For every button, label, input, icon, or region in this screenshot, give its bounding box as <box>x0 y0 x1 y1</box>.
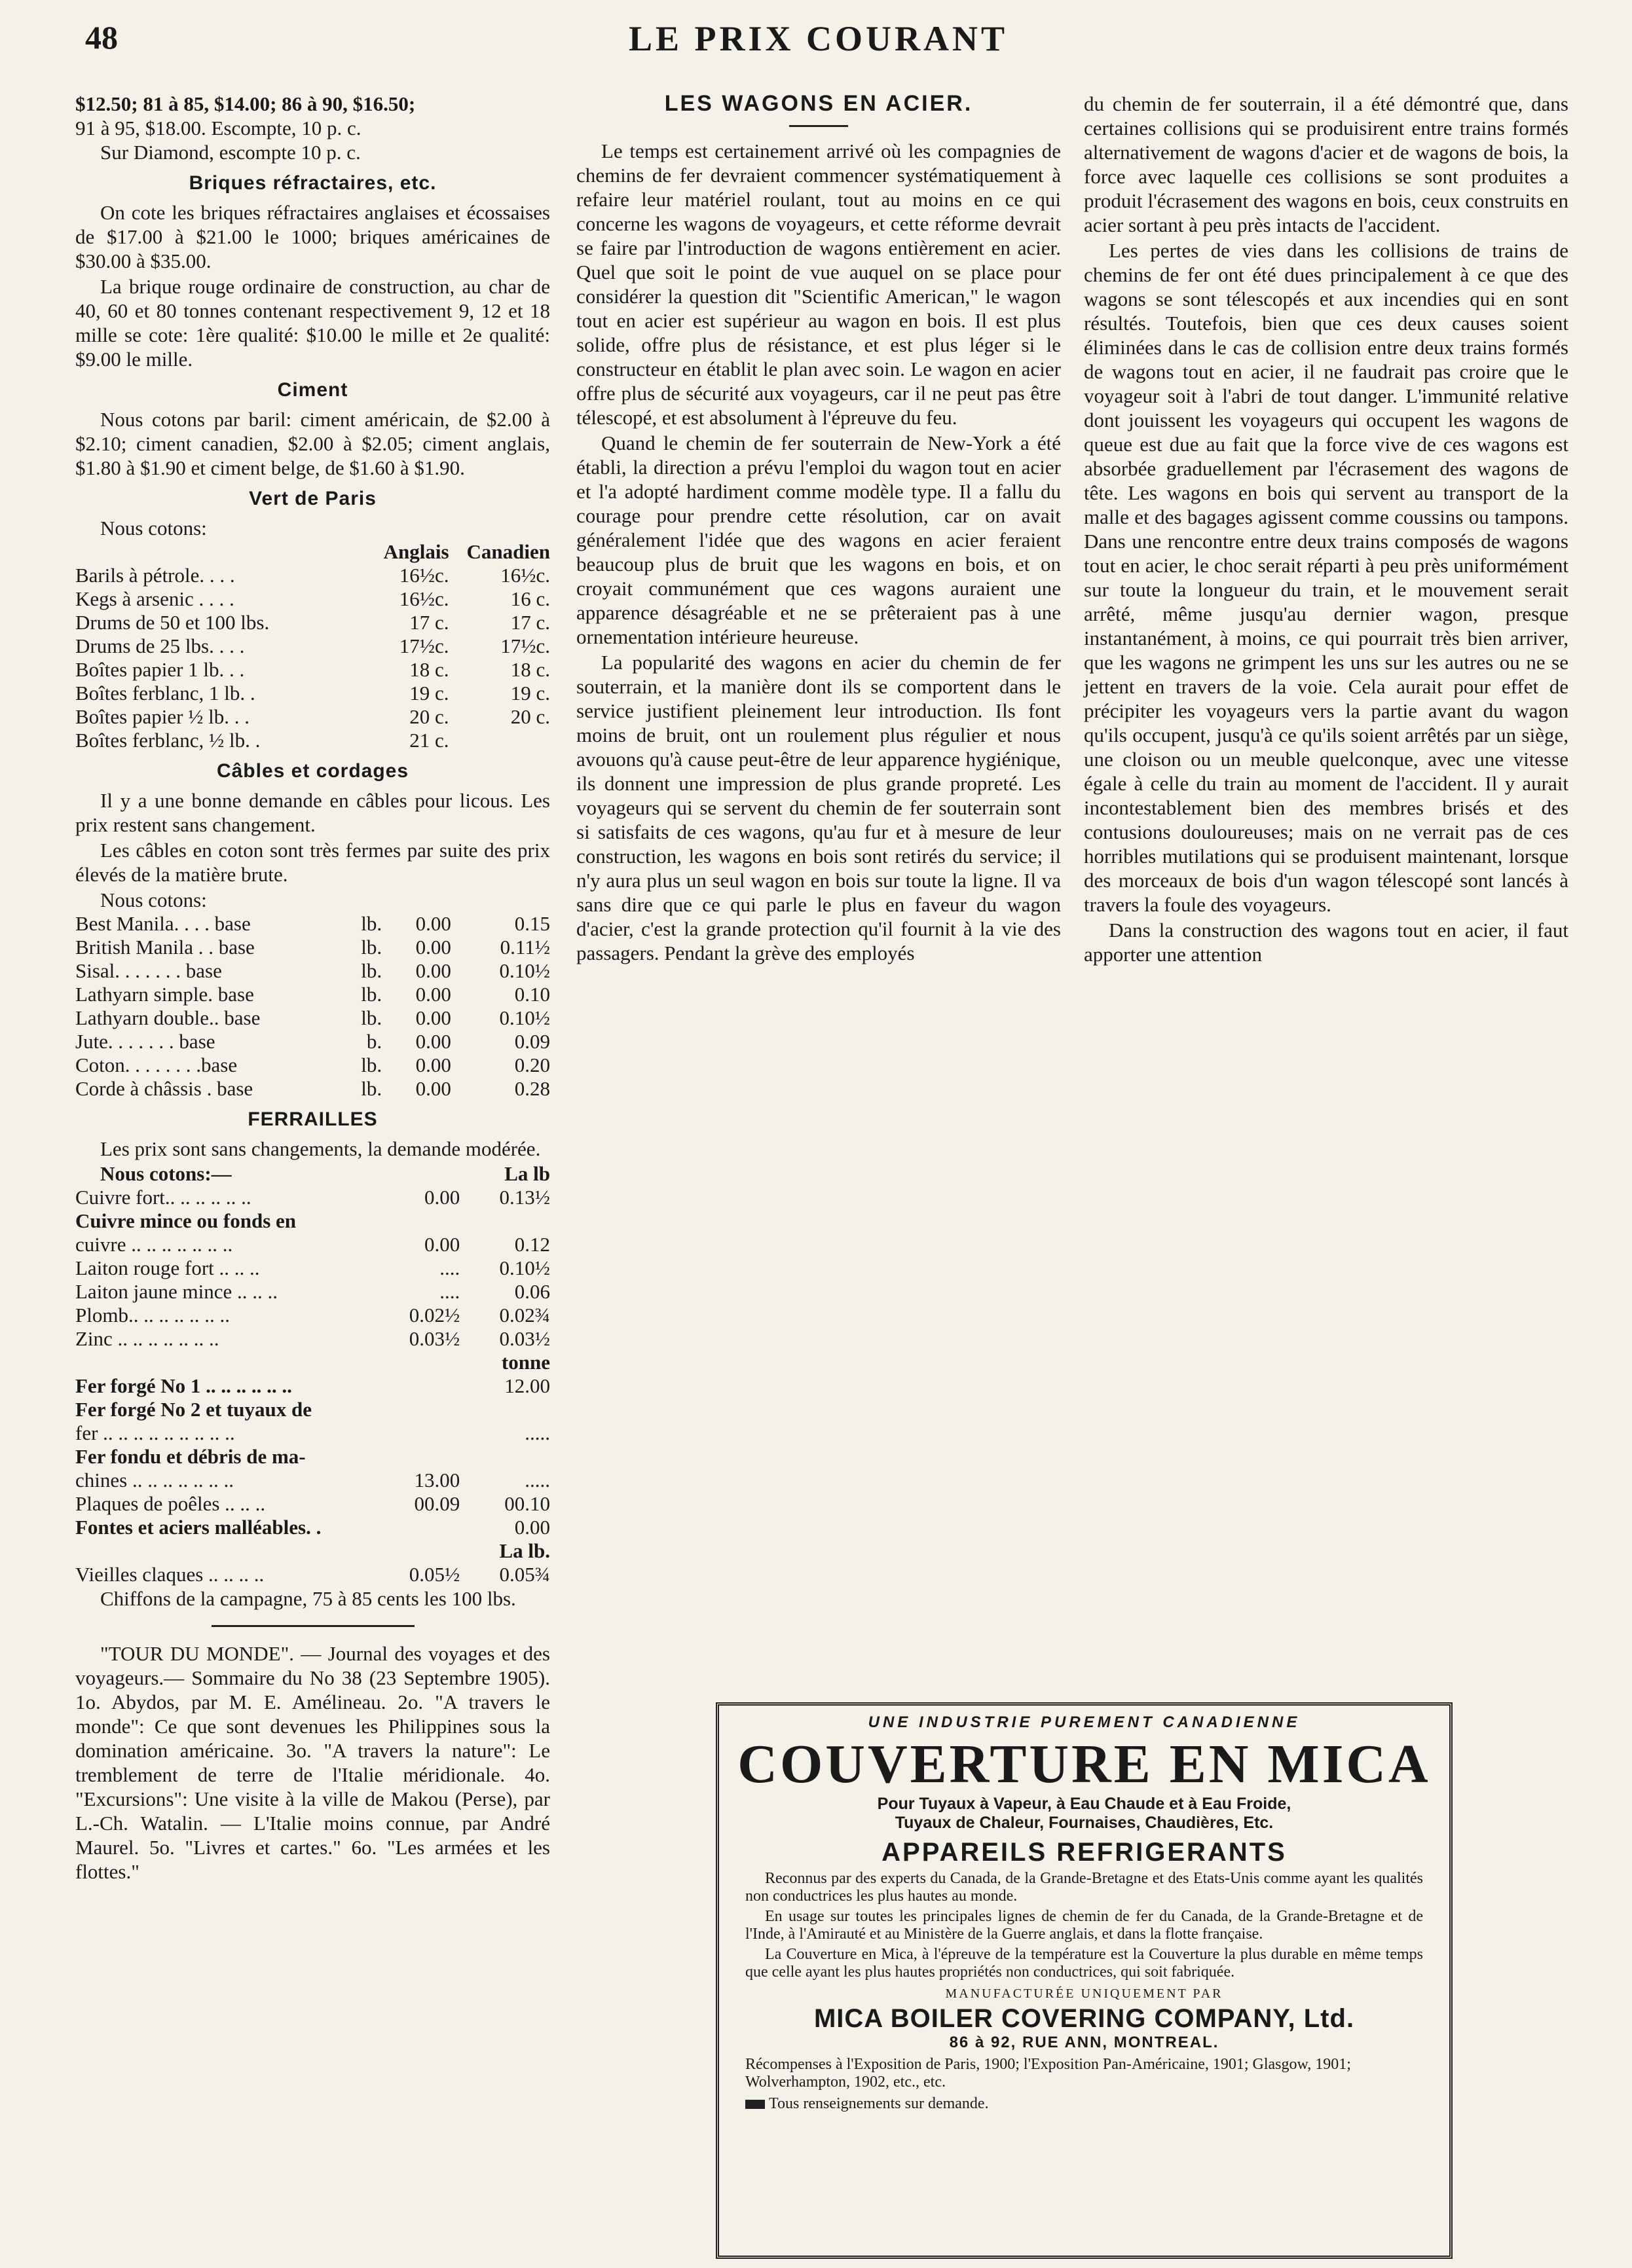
cables-row-a: 0.00 <box>415 1053 451 1076</box>
ad-subtitle-1: Pour Tuyaux à Vapeur, à Eau Chaude et à Eau Froide, <box>877 1795 1291 1813</box>
vert-row <box>75 634 550 658</box>
ad-info-line <box>745 2095 1423 2113</box>
cables-row-b: 0.10 <box>514 983 550 1006</box>
ferrailles-row-b <box>460 1398 550 1421</box>
cables-row <box>75 1030 550 1053</box>
ferrailles-row-b: 0.03½ <box>499 1327 550 1350</box>
vert-row <box>75 587 550 611</box>
cables-row-a: 0.00 <box>415 1077 451 1100</box>
vert-row-b: 18 c. <box>510 658 550 681</box>
ad-title: COUVERTURE EN MICA <box>737 1734 1431 1795</box>
ad-company: MICA BOILER COVERING COMPANY, Ltd. <box>813 2004 1355 2033</box>
ferrailles-row-b: 00.10 <box>504 1492 550 1515</box>
article-paragraph: Quand le chemin de fer souterrain de New-York a été établi, la direction a prévu l'emploi du wagon tout en acier et l'a adopté hardiment comme modèle type. Il a fallu du courage pour prendre cette résolution, car on avait généralement l'idée que des wagons en acier feraient beaucoup plus de bruit que les wagons en bois, et on croyait communément que ces wagons auraient une apparence désagréable et ne se prêteraient pas à une ornementation intérieure heureuse. <box>576 431 1061 648</box>
page-header <box>0 14 1632 67</box>
cables-row-a: 0.00 <box>415 912 451 935</box>
ferrailles-row-a: 0.03½ <box>409 1327 460 1350</box>
cables-row-item: Lathyarn simple. base <box>75 983 254 1006</box>
ferrailles-row-item: Laiton jaune mince .. .. .. <box>75 1280 278 1303</box>
ferrailles-row-a: 13.00 <box>414 1469 460 1491</box>
cables-row-b: 0.20 <box>514 1053 550 1076</box>
heading-rule <box>789 125 848 127</box>
ferrailles-table <box>75 1162 550 1586</box>
cables-row <box>75 936 550 959</box>
cables-row <box>75 1077 550 1101</box>
ferrailles-row-a: 0.02½ <box>409 1304 460 1326</box>
vert-row <box>75 705 550 729</box>
vert-row-b: 17½c. <box>500 634 550 657</box>
vert-row-item: Boîtes ferblanc, 1 lb. . <box>75 682 255 704</box>
cables-row-b: 0.10½ <box>499 959 550 982</box>
cables-row-item: Jute. . . . . . . base <box>75 1030 215 1053</box>
ferrailles-row-b: 0.00 <box>514 1516 550 1539</box>
cables-row-unit: lb. <box>361 912 382 935</box>
cables-paragraph-2: Les câbles en coton sont très fermes par suite des prix élevés de la matière brute. <box>75 839 550 886</box>
ferrailles-row-item: Cuivre mince ou fonds en <box>75 1209 297 1232</box>
vert-row-a: 18 c. <box>409 658 449 681</box>
ferrailles-row-a: .... <box>439 1280 460 1303</box>
ferrailles-row-item: Fer fondu et débris de ma- <box>75 1445 306 1468</box>
ad-paragraph-1: Reconnus par des experts du Canada, de la Grande-Bretagne et des Etats-Unis comme ayant les qualités non conductrices les plus hautes au monde. <box>745 1870 1423 1905</box>
ferrailles-row-b: ..... <box>525 1469 550 1491</box>
briques-paragraph-2: La brique rouge ordinaire de construction, au char de 40, 60 et 80 tonnes contenant respectivement 9, 12 et 18 mille se cote: 1ère qualité: $10.00 le mille et 2e qualité: $9.00 le mille. <box>75 275 550 371</box>
ferrailles-row-a <box>370 1445 460 1469</box>
cables-paragraph-1: Il y a une bonne demande en câbles pour licous. Les prix restent sans changement. <box>75 789 550 836</box>
ferrailles-unit-lb: La lb <box>504 1162 550 1185</box>
page-number: 48 <box>85 19 118 56</box>
divider <box>212 1625 415 1627</box>
vert-row-a: 16½c. <box>399 564 449 587</box>
ferrailles-row-item: Fontes et aciers malléables. . <box>75 1516 322 1539</box>
ferrailles-row-item: Zinc .. .. .. .. .. .. .. <box>75 1327 219 1350</box>
vert-row-b: 16 c. <box>510 587 550 610</box>
cables-row-b: 0.09 <box>514 1030 550 1053</box>
cables-row-a: 0.00 <box>415 936 451 959</box>
ferrailles-row-item: Plaques de poêles .. .. .. <box>75 1492 266 1515</box>
cables-row-unit: lb. <box>361 1006 382 1029</box>
vert-row <box>75 682 550 705</box>
cables-row-item: Lathyarn double.. base <box>75 1006 261 1029</box>
ferrailles-row-a <box>370 1398 460 1421</box>
ferrailles-row <box>75 1445 550 1469</box>
cables-row-b: 0.15 <box>514 912 550 935</box>
ferrailles-row <box>75 1327 550 1351</box>
ad-subtitle-2: Tuyaux de Chaleur, Fournaises, Chaudières, Etc. <box>895 1814 1274 1832</box>
cables-row-unit: lb. <box>361 983 382 1006</box>
vert-row-item: Boîtes ferblanc, ½ lb. . <box>75 729 261 752</box>
ferrailles-row-item: Plomb.. .. .. .. .. .. .. <box>75 1304 230 1326</box>
cables-row-unit: lb. <box>361 959 382 982</box>
cables-row <box>75 983 550 1006</box>
ferrailles-row-item: cuivre .. .. .. .. .. .. .. <box>75 1233 233 1256</box>
vert-row-item: Drums de 50 et 100 lbs. <box>75 611 270 634</box>
ferrailles-row-item: chines .. .. .. .. .. .. .. <box>75 1469 234 1491</box>
ad-appareils: APPAREILS REFRIGERANTS <box>881 1838 1287 1867</box>
ad-address: 86 à 92, RUE ANN, MONTREAL. <box>949 2034 1219 2051</box>
article-paragraph: La popularité des wagons en acier du chemin de fer souterrain, et la manière dont ils se comportent dans le service justifient pleinement leur introduction. Ils font moins de bruit, ont un roulement plus régulier et nous avouons qu'à cause peut-être de leur apparence hygiénique, ils donnent une impression de plus grande propreté. Les voyageurs qui se servent du chemin de fer souterrain sont si satisfaits de ces wagons, qu'au fur et à mesure de leur construction, les wagons en bois sont retirés du service; il n'y aura plus un seul wagon en bois sur toute la ligne. Il va sans dire que ce qui parle le plus en faveur du wagon d'acier, c'est la grande protection qu'il fournit à la vie des passagers. Pendant la grève des employés <box>576 651 1061 964</box>
ferrailles-row <box>75 1209 550 1233</box>
ferrailles-paragraph: Les prix sont sans changements, la demande modérée. <box>100 1137 541 1160</box>
cables-row-a: 0.00 <box>415 959 451 982</box>
ferrailles-row <box>75 1304 550 1327</box>
ferrailles-row-b: 0.05¾ <box>499 1563 550 1586</box>
ad-awards: Récompenses à l'Exposition de Paris, 1900; l'Exposition Pan-Américaine, 1901; Glasgow, 1901; Wolverhampton, 1902, etc., etc. <box>745 2056 1351 2091</box>
ferrailles-unit-lb2: La lb. <box>499 1539 550 1562</box>
vert-row-a: 17 c. <box>409 611 449 634</box>
ferrailles-row <box>75 1492 550 1516</box>
vert-row-item: Kegs à arsenic . . . . <box>75 587 234 610</box>
ferrailles-row <box>75 1398 550 1421</box>
tour-du-monde-paragraph: "TOUR DU MONDE". — Journal des voyages et des voyageurs.— Sommaire du No 38 (23 Septembre 1905). 1o. Abydos, par M. E. Amélineau. 2o. "A travers le monde": Ce que sont devenues les Philippines sous la domination américaine. 3o. "A travers la nature": Le tremblement de terre de l'Italie méridionale. 4o. "Excursions": Une visite à la ville de Makou (Perse), par L.-Ch. Watalin. — L'Italie moins connue, par André Maurel. 5o. "Livres et cartes." 6o. "Les armées et les flottes." <box>75 1642 550 1883</box>
mica-advertisement <box>716 1702 1453 2259</box>
cables-row-unit: lb. <box>361 1077 382 1100</box>
price-line-2: 91 à 95, $18.00. Escompte, 10 p. c. <box>75 117 362 139</box>
ferrailles-row <box>75 1563 550 1586</box>
cables-row-unit: lb. <box>361 1053 382 1076</box>
cables-row-b: 0.10½ <box>499 1006 550 1029</box>
cables-row-a: 0.00 <box>415 983 451 1006</box>
ferrailles-row <box>75 1374 550 1398</box>
cables-row-unit: b. <box>366 1030 382 1053</box>
vert-row-b: 17 c. <box>510 611 550 634</box>
vert-row-b: 19 c. <box>510 682 550 704</box>
ferrailles-row-item: Vieilles claques .. .. .. .. <box>75 1563 265 1586</box>
ferrailles-row <box>75 1186 550 1209</box>
ferrailles-row <box>75 1421 550 1445</box>
cables-table <box>75 912 550 1101</box>
ferrailles-row-a: 0.05½ <box>409 1563 460 1586</box>
cables-row-unit: lb. <box>361 936 382 959</box>
vert-row <box>75 611 550 634</box>
ferrailles-row-a <box>370 1374 460 1398</box>
ferrailles-row-a <box>370 1209 460 1233</box>
vert-row-item: Boîtes papier ½ lb. . . <box>75 705 250 728</box>
article-heading: LES WAGONS EN ACIER. <box>664 91 973 116</box>
ferrailles-row-b: 0.12 <box>514 1233 550 1256</box>
vert-row-b: 20 c. <box>510 705 550 728</box>
article-paragraph: Les pertes de vies dans les collisions de trains de chemins de fer ont été dues principalement à ce que des wagons se sont télescopés et aux incendies qui en sont résultés. Toutefois, bien que ces deux causes soient éliminées dans le cas de collision entre deux trains formés de wagons tout en acier, il ne faudrait pas croire que le voyageur soit à l'abri de tout danger. L'immunité relative dont jouissent les voyageurs qui occupent les wagons de queue est due au fait que la force vive de ces wagons est absorbée graduellement par l'écrasement des wagons de tête. Les wagons en bois qui servent au transport de la malle et des bagages agissent comme coussins ou tampons. Dans une rencontre entre deux trains composés de wagons tout en acier, le choc serait réparti à peu près uniformément sur toute la longueur du train, et le mouvement serait arrêté, même jusqu'au dernier wagon, presque instantanément, à moins, ce qui pourrait très bien arriver, que les wagons ne grimpent les uns sur les autres ou ne se jettent en travers de la voie. Cela aurait pour effet de précipiter les voyageurs vers la partie avant du wagon qu'ils occupent, jusqu'à ce qu'ils soient arrêtés par un siège, une cloison ou un meuble quelconque, avec une vitesse égale à celle du train au moment de l'accident. Il y aurait incontestablement bien des membres brisés et des contusions douloureuses; mais on ne verrait pas de ces horribles mutilations qui se produisent maintenant, lorsque des morceaux de bois d'un wagon télescopé sont lancés à travers la foule des voyageurs. <box>1084 239 1568 916</box>
cables-intro: Nous cotons: <box>100 888 207 911</box>
cables-row <box>75 959 550 983</box>
ferrailles-row-a: 00.09 <box>414 1492 460 1515</box>
ferrailles-row-b: 0.10½ <box>499 1256 550 1279</box>
ferrailles-row <box>75 1280 550 1304</box>
column-left <box>75 92 550 1885</box>
pointing-hand-icon <box>745 2100 765 2109</box>
vert-col-anglais: Anglais <box>383 540 449 563</box>
briques-paragraph-1: On cote les briques réfractaires anglaises et écossaises de $17.00 à $21.00 le 1000; briques américaines de $30.00 à $35.00. <box>75 201 550 272</box>
vert-row-b <box>449 729 550 752</box>
cables-row-b: 0.28 <box>514 1077 550 1100</box>
vert-row-item: Barils à pétrole. . . . <box>75 564 235 587</box>
vert-row-item: Boîtes papier 1 lb. . . <box>75 658 245 681</box>
cables-row-item: Coton. . . . . . . .base <box>75 1053 238 1076</box>
ferrailles-row <box>75 1516 550 1539</box>
vert-row-a: 16½c. <box>399 587 449 610</box>
ferrailles-row-a: 0.00 <box>424 1233 460 1256</box>
vert-table <box>75 540 550 752</box>
ferrailles-row-item: Laiton rouge fort .. .. .. <box>75 1256 260 1279</box>
cables-heading: Câbles et cordages <box>216 760 409 782</box>
ad-tagline: UNE INDUSTRIE PUREMENT CANADIENNE <box>868 1713 1301 1731</box>
ferrailles-row-b <box>460 1209 550 1233</box>
ferrailles-row-b: 12.00 <box>504 1374 550 1397</box>
ferrailles-intro: Nous cotons:— <box>100 1162 232 1185</box>
vert-row-item: Drums de 25 lbs. . . . <box>75 634 245 657</box>
ferrailles-row-b: 0.13½ <box>499 1186 550 1209</box>
chiffons-paragraph: Chiffons de la campagne, 75 à 85 cents les 100 lbs. <box>100 1587 516 1610</box>
vert-row <box>75 564 550 587</box>
vert-row-a: 21 c. <box>409 729 449 752</box>
cables-row-item: Corde à châssis . base <box>75 1077 253 1100</box>
journal-title: LE PRIX COURANT <box>629 19 1009 58</box>
vert-row-a: 20 c. <box>409 705 449 728</box>
vert-row <box>75 658 550 682</box>
ferrailles-row-item: Cuivre fort.. .. .. .. .. .. <box>75 1186 251 1209</box>
column-middle <box>576 92 1061 966</box>
cables-row <box>75 1006 550 1030</box>
ferrailles-row-b: ..... <box>525 1421 550 1444</box>
cables-row-item: Sisal. . . . . . . base <box>75 959 222 982</box>
vert-heading: Vert de Paris <box>249 488 377 509</box>
vert-intro: Nous cotons: <box>100 517 207 540</box>
ad-info: Tous renseignements sur demande. <box>769 2095 989 2112</box>
cables-row-item: Best Manila. . . . base <box>75 912 251 935</box>
article-paragraph: du chemin de fer souterrain, il a été démontré que, dans certaines collisions qui se produisirent entre trains formés alternativement de wagons d'acier et de wagons de bois, la force avec laquelle ces collisions se sont produites a produit l'écrasement des wagons en bois, ceux construits en acier sortant à peu près intacts de l'accident. <box>1084 92 1568 236</box>
ciment-heading: Ciment <box>277 379 348 401</box>
vert-row-a: 19 c. <box>409 682 449 704</box>
ad-paragraph-2: En usage sur toutes les principales lignes de chemin de fer du Canada, de la Grande-Bretagne et de l'Inde, à l'Amirauté et au Ministère de la Guerre anglais, et dans la flotte française. <box>745 1908 1423 1943</box>
ferrailles-row-a <box>370 1516 460 1539</box>
cables-row <box>75 1053 550 1077</box>
vert-row-a: 17½c. <box>399 634 449 657</box>
ferrailles-row-a: 0.00 <box>424 1186 460 1209</box>
cables-row-item: British Manila . . base <box>75 936 255 959</box>
ferrailles-row <box>75 1256 550 1280</box>
ferrailles-row-item: Fer forgé No 2 et tuyaux de <box>75 1398 312 1421</box>
ferrailles-row <box>75 1233 550 1256</box>
ferrailles-row-b: 0.02¾ <box>499 1304 550 1326</box>
cables-row <box>75 912 550 936</box>
price-line-3: Sur Diamond, escompte 10 p. c. <box>100 141 361 164</box>
cables-row-a: 0.00 <box>415 1006 451 1029</box>
briques-heading: Briques réfractaires, etc. <box>189 172 437 194</box>
ferrailles-heading: FERRAILLES <box>248 1108 378 1130</box>
vert-row-b: 16½c. <box>500 564 550 587</box>
article-paragraph: Dans la construction des wagons tout en acier, il faut apporter une attention <box>1084 919 1568 966</box>
ferrailles-row <box>75 1469 550 1492</box>
ferrailles-unit-tonne: tonne <box>501 1351 550 1374</box>
ferrailles-row-b: 0.06 <box>514 1280 550 1303</box>
column-right <box>1084 92 1568 968</box>
article-paragraph: Le temps est certainement arrivé où les compagnies de chemins de fer devraient commencer systématiquement à refaire leur matériel roulant, tout au moins en ce qui concerne les wagons de voyageurs, et cette réforme devrait se faire par l'introduction de wagons entièrement en acier. Quel que soit le point de vue auquel on se place pour considérer la question dit "Scientific American," le wagon tout en acier est supérieur au wagon en bois. Il est plus solide, offre plus de résistance, et est plus léger si le constructeur en établit le plan avec soin. Le wagon en acier offre plus de sécurité aux voyageurs, car il ne peut pas être télescopé, et est absolument à l'épreuve du feu. <box>576 139 1061 429</box>
ad-paragraph-3: La Couverture en Mica, à l'épreuve de la température est la Couverture la plus durable en même temps que celle ayant les plus hautes propriétés non conductrices, qui soit fabriquée. <box>745 1946 1423 1981</box>
vert-col-canadien: Canadien <box>466 540 550 563</box>
ferrailles-row-b <box>460 1445 550 1469</box>
price-line-1: $12.50; 81 à 85, $14.00; 86 à 90, $16.50; <box>75 92 416 115</box>
ferrailles-row-a: .... <box>439 1256 460 1279</box>
ferrailles-row-item: fer .. .. .. .. .. .. .. .. .. <box>75 1421 235 1444</box>
ad-manufactured-by: MANUFACTURÉE UNIQUEMENT PAR <box>945 1986 1223 2001</box>
ciment-paragraph: Nous cotons par baril: ciment américain, de $2.00 à $2.10; ciment canadien, $2.00 à $2.05; ciment anglais, $1.80 à $1.90 et ciment belge, de $1.60 à $1.90. <box>75 408 550 479</box>
cables-row-a: 0.00 <box>415 1030 451 1053</box>
ferrailles-row-a <box>370 1421 460 1445</box>
ferrailles-row-item: Fer forgé No 1 .. .. .. .. .. .. <box>75 1374 292 1397</box>
vert-row <box>75 729 550 752</box>
cables-row-b: 0.11½ <box>500 936 550 959</box>
